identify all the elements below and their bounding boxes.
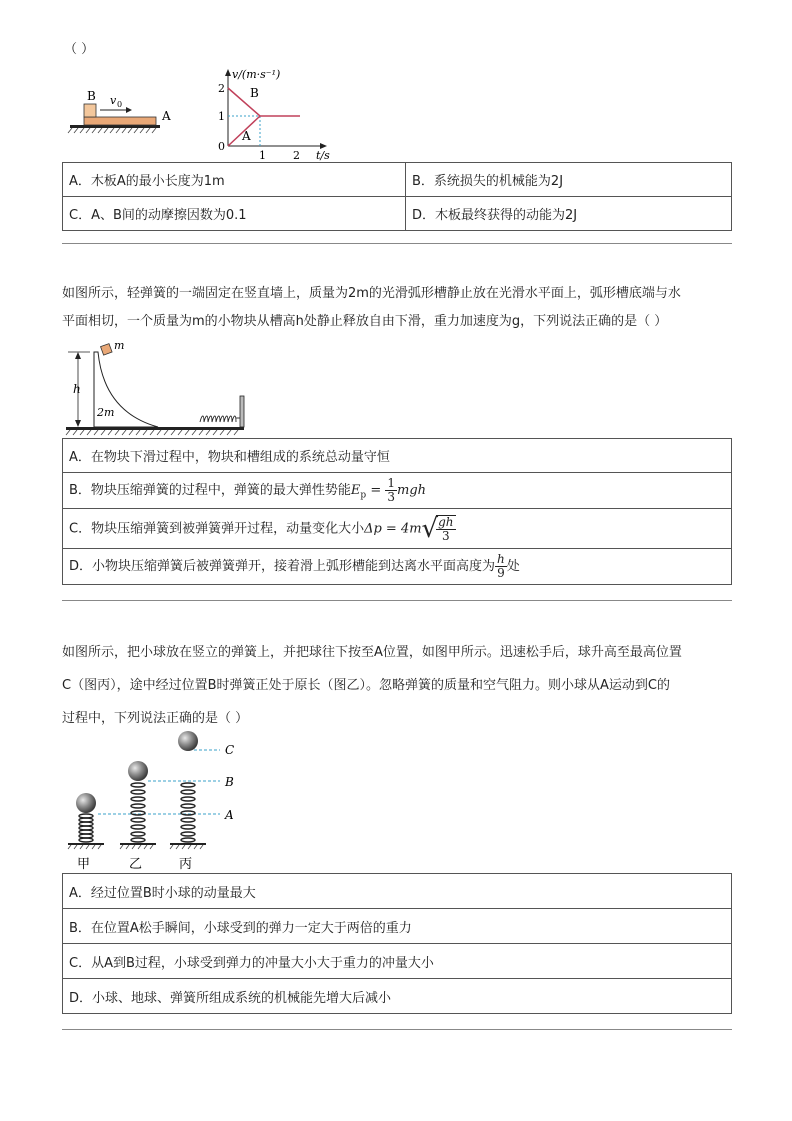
wall — [240, 396, 244, 427]
block-B — [84, 104, 96, 117]
q2-option-A[interactable]: A．在物块下滑过程中，物块和槽组成的系统总动量守恒 — [63, 439, 732, 473]
curve-B — [228, 88, 300, 116]
spring-jia — [68, 793, 104, 849]
label-m: m — [114, 340, 125, 352]
q1-option-B[interactable]: B．系统损失的机械能为2J — [406, 163, 732, 197]
axis-x-label: t/s — [316, 149, 330, 162]
y-tick-2: 2 — [218, 82, 225, 95]
axis-y-label: v/(m·s⁻¹) — [232, 68, 281, 81]
curve-A-label: A — [242, 129, 251, 143]
q2-figure — [62, 340, 252, 438]
spring — [200, 416, 236, 422]
q2-option-C-num: gh — [438, 514, 454, 529]
spring-yi — [120, 761, 156, 849]
label-A: A — [162, 109, 171, 123]
q3-figure — [62, 728, 252, 874]
caption-jia: 甲 — [77, 857, 91, 872]
q2-stem-line1: 如图所示，轻弹簧的一端固定在竖直墙上，质量为2m的光滑弧形槽静止放在光滑水平面上，弧形槽底端与水 — [62, 286, 681, 301]
separator-3 — [62, 1029, 732, 1030]
q2-option-B-den: 3 — [387, 490, 395, 504]
q3-option-D[interactable]: D．小球、地球、弹簧所组成系统的机械能先增大后减小 — [63, 979, 732, 1014]
q3-stem-line2: C（图丙），途中经过位置B时弹簧正处于原长（图乙）。忽略弹簧的质量和空气阻力。则小球从A运动到C的 — [62, 678, 670, 693]
q2-option-C-den: 3 — [442, 528, 450, 543]
label-B-level: B — [225, 775, 234, 789]
small-block — [101, 344, 113, 356]
y-tick-1: 1 — [218, 110, 225, 123]
ball-bing — [178, 731, 198, 751]
q2-option-C-text: C．物块压缩弹簧到被弹簧弹开过程，动量变化大小 — [69, 521, 365, 536]
q3-option-B[interactable]: B．在位置A松手瞬间，小球受到的弹力一定大于两倍的重力 — [63, 909, 732, 944]
board-A — [84, 117, 156, 125]
q1-option-C[interactable]: C．A、B间的动摩擦因数为0.1 — [63, 197, 406, 231]
q1-options-table — [62, 162, 732, 231]
q2-option-C-delta: Δp = 4m — [364, 521, 422, 536]
q2-option-D-tail: 处 — [506, 559, 520, 574]
q2-option-B-Ep-sub: p — [360, 490, 367, 501]
ball-jia — [76, 793, 96, 813]
q1-option-A[interactable]: A．木板A的最小长度为1m — [63, 163, 406, 197]
q2-option-B-text: B．物块压缩弹簧的过程中，弹簧的最大弹性势能 — [69, 483, 351, 498]
q2-option-B-num: 1 — [387, 476, 395, 490]
separator-1 — [62, 243, 732, 244]
q3-stem — [62, 636, 752, 735]
block-board-diagram — [68, 89, 171, 133]
caption-bing: 丙 — [179, 857, 193, 872]
q3-stem-line3: 过程中，下列说法正确的是（ ） — [62, 711, 249, 726]
q2-option-B-frac — [385, 477, 397, 504]
label-v0-sub: 0 — [117, 100, 123, 109]
q2-option-D-text: D．小物块压缩弹簧后被弹簧弹开，接着滑上弧形槽能到达离水平面高度为 — [69, 559, 496, 574]
q2-stem — [62, 280, 752, 336]
label-h: h — [73, 382, 81, 396]
y-tick-0: 0 — [218, 140, 225, 153]
sqrt-sign: √ — [421, 513, 439, 544]
x-tick-1: 1 — [259, 149, 266, 162]
q2-option-D[interactable] — [63, 549, 732, 585]
caption-yi: 乙 — [129, 857, 143, 872]
x-tick-2: 2 — [293, 149, 300, 162]
label-C: C — [225, 743, 235, 757]
vt-graph — [218, 68, 330, 162]
q3-option-A[interactable]: A．经过位置B时小球的动量最大 — [63, 874, 732, 909]
q2-stem-line2: 平面相切，一个质量为m的小物块从槽高h处静止释放自由下滑，重力加速度为g，下列说法正确的是（ ） — [62, 314, 668, 329]
q2-option-B-eq: = — [366, 483, 386, 498]
label-B: B — [87, 89, 96, 103]
separator-2 — [62, 600, 732, 601]
q2-option-B-tail: mgh — [397, 483, 427, 498]
label-A-level: A — [225, 808, 234, 822]
q2-option-B[interactable] — [63, 473, 732, 509]
q2-option-C-frac — [436, 515, 455, 543]
q1-option-D[interactable]: D．木板最终获得的动能为2J — [406, 197, 732, 231]
label-v0: v — [110, 94, 117, 107]
q2-option-D-frac — [495, 553, 507, 580]
q2-option-D-den: 9 — [497, 566, 505, 580]
q2-option-D-num: h — [497, 552, 505, 566]
q1-paren: （ ） — [64, 42, 95, 57]
q2-option-C[interactable] — [63, 509, 732, 549]
ball-yi — [128, 761, 148, 781]
label-2m: 2m — [97, 406, 115, 419]
q2-option-B-Ep: E — [350, 483, 361, 498]
q1-figure — [60, 66, 350, 162]
q3-option-C[interactable]: C．从A到B过程，小球受到弹力的冲量大小大于重力的冲量大小 — [63, 944, 732, 979]
curve-B-label: B — [250, 86, 259, 100]
q3-options-table — [62, 873, 732, 1014]
q3-stem-line1: 如图所示，把小球放在竖立的弹簧上，并把球往下按至A位置，如图甲所示。迅速松手后，球升高至最高位置 — [62, 645, 682, 660]
spring-bing — [170, 731, 206, 849]
q2-options-table — [62, 438, 732, 585]
